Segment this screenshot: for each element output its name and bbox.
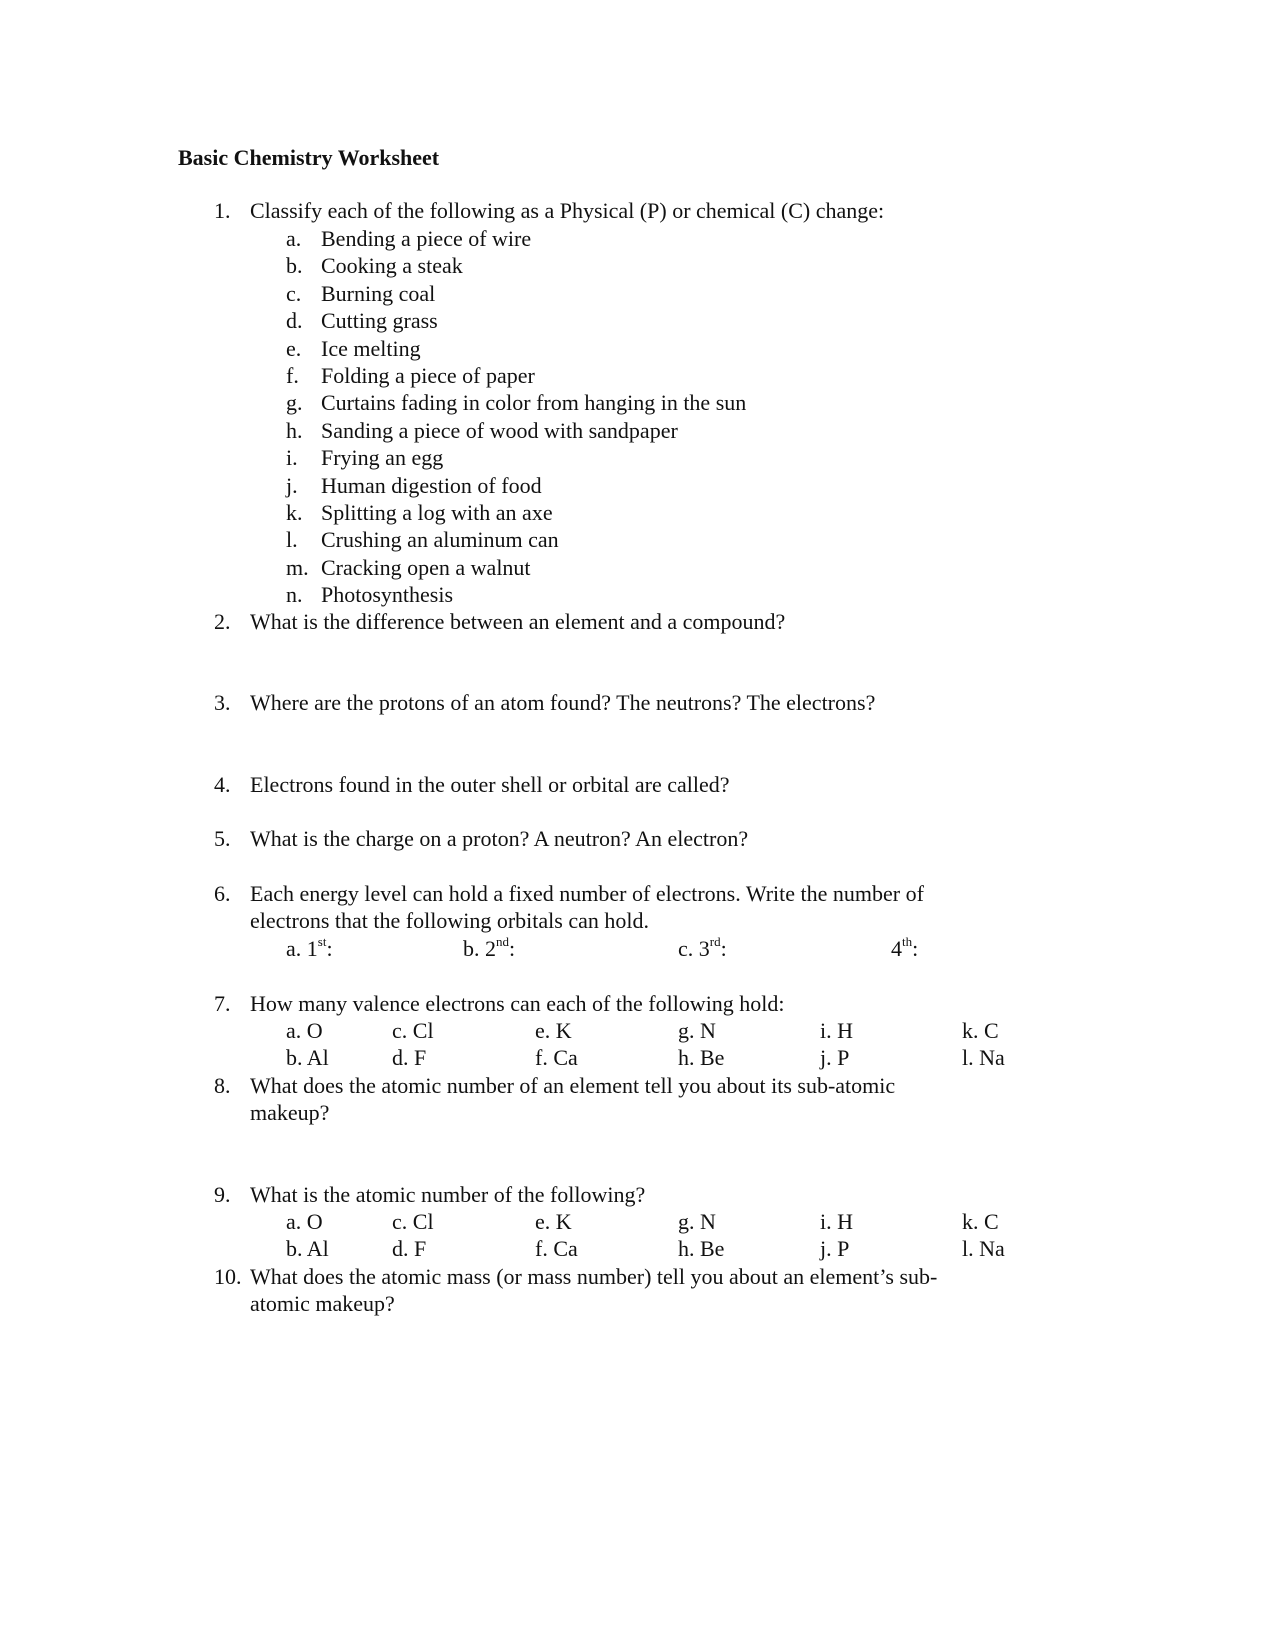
q1-item-letter: e.	[286, 336, 302, 361]
question-6-line-1: Each energy level can hold a fixed number of electrons. Write the number of	[250, 881, 924, 906]
orbital-2nd-pre: b. 2	[463, 936, 496, 961]
q1-item-letter: m.	[286, 555, 309, 580]
orbital-1st-post: :	[326, 936, 333, 961]
q1-item-text: Curtains fading in color from hanging in the sun	[321, 390, 747, 415]
question-4-text: Electrons found in the outer shell or orbital are called?	[250, 772, 730, 797]
question-10-line-1: What does the atomic mass (or mass number) tell you about an element’s sub-	[250, 1264, 938, 1289]
question-8-line-1: What does the atomic number of an element tell you about its sub-atomic	[250, 1073, 896, 1098]
element-cell: i. H	[820, 1209, 853, 1234]
element-cell: b. Al	[286, 1045, 329, 1070]
q1-item-text: Burning coal	[321, 281, 436, 306]
orbital-4th-pre: 4	[891, 936, 902, 961]
question-6-number: 6.	[214, 881, 231, 906]
element-cell: g. N	[678, 1018, 716, 1043]
q1-item-text: Bending a piece of wire	[321, 226, 532, 251]
q1-item-text: Ice melting	[321, 336, 421, 361]
orbital-3rd-post: :	[720, 936, 727, 961]
orbital-1st-sup: st	[317, 933, 327, 949]
element-cell: c. Cl	[392, 1018, 434, 1043]
q1-item-text: Crushing an aluminum can	[321, 527, 559, 552]
question-8-number: 8.	[214, 1073, 231, 1098]
element-cell: g. N	[678, 1209, 716, 1234]
q1-item-letter: n.	[286, 582, 303, 607]
question-10-line-2: atomic makeup?	[250, 1291, 395, 1316]
orbital-2nd	[463, 933, 516, 961]
element-cell: a. O	[286, 1018, 323, 1043]
worksheet-title: Basic Chemistry Worksheet	[178, 145, 440, 170]
element-cell: f. Ca	[535, 1045, 578, 1070]
element-cell: k. C	[962, 1209, 999, 1234]
q1-item-text: Cracking open a walnut	[321, 555, 531, 580]
element-cell: k. C	[962, 1018, 999, 1043]
question-6-line-2: electrons that the following orbitals can hold.	[250, 908, 649, 933]
question-9-number: 9.	[214, 1182, 231, 1207]
element-cell: h. Be	[678, 1236, 725, 1261]
orbital-4th-sup: th	[902, 933, 913, 949]
q1-item-text: Photosynthesis	[321, 582, 454, 607]
element-cell: l. Na	[962, 1045, 1005, 1070]
q1-item-text: Splitting a log with an axe	[321, 500, 553, 525]
q1-item-text: Frying an egg	[321, 445, 444, 470]
q1-item-letter: b.	[286, 253, 303, 278]
q1-item-letter: i.	[286, 445, 298, 470]
question-10-number: 10.	[214, 1264, 242, 1289]
question-8-line-2: makeup?	[250, 1100, 330, 1125]
orbital-4th	[891, 933, 919, 961]
element-cell: l. Na	[962, 1236, 1005, 1261]
question-5-text: What is the charge on a proton? A neutron? An electron?	[250, 826, 749, 851]
question-2-text: What is the difference between an element and a compound?	[250, 609, 786, 634]
q1-item-letter: d.	[286, 308, 303, 333]
question-7-number: 7.	[214, 991, 231, 1016]
element-cell: d. F	[392, 1045, 427, 1070]
question-5-number: 5.	[214, 826, 231, 851]
element-cell: j. P	[820, 1236, 850, 1261]
element-cell: b. Al	[286, 1236, 329, 1261]
question-4-number: 4.	[214, 772, 231, 797]
q1-item-text: Cutting grass	[321, 308, 438, 333]
q1-item-letter: f.	[286, 363, 299, 388]
q1-item-letter: c.	[286, 281, 302, 306]
element-cell: i. H	[820, 1018, 853, 1043]
orbital-2nd-post: :	[509, 936, 516, 961]
orbital-3rd-pre: c. 3	[678, 936, 710, 961]
question-2-number: 2.	[214, 609, 231, 634]
question-9-text: What is the atomic number of the following?	[250, 1182, 646, 1207]
q1-item-text: Folding a piece of paper	[321, 363, 535, 388]
element-cell: a. O	[286, 1209, 323, 1234]
q1-item-letter: j.	[286, 473, 298, 498]
question-1-text: Classify each of the following as a Physical (P) or chemical (C) change:	[250, 198, 885, 223]
q1-item-letter: k.	[286, 500, 303, 525]
element-cell: f. Ca	[535, 1236, 578, 1261]
orbital-2nd-sup: nd	[496, 933, 509, 949]
question-3-text: Where are the protons of an atom found? The neutrons? The electrons?	[250, 690, 876, 715]
element-cell: d. F	[392, 1236, 427, 1261]
element-cell: c. Cl	[392, 1209, 434, 1234]
element-cell: e. K	[535, 1018, 572, 1043]
question-3-number: 3.	[214, 690, 231, 715]
q1-item-text: Cooking a steak	[321, 253, 463, 278]
element-cell: j. P	[820, 1045, 850, 1070]
q1-item-text: Sanding a piece of wood with sandpaper	[321, 418, 678, 443]
q1-item-letter: a.	[286, 226, 302, 251]
element-cell: e. K	[535, 1209, 572, 1234]
orbital-4th-post: :	[912, 936, 919, 961]
orbital-3rd	[678, 933, 727, 961]
q1-item-letter: l.	[286, 527, 298, 552]
element-cell: h. Be	[678, 1045, 725, 1070]
orbital-3rd-sup: rd	[709, 933, 721, 949]
q1-item-text: Human digestion of food	[321, 473, 542, 498]
orbital-1st	[286, 933, 333, 961]
orbital-1st-pre: a. 1	[286, 936, 318, 961]
q1-item-letter: g.	[286, 390, 303, 415]
question-1-number: 1.	[214, 198, 231, 223]
question-7-text: How many valence electrons can each of the following hold:	[250, 991, 785, 1016]
q1-item-letter: h.	[286, 418, 303, 443]
